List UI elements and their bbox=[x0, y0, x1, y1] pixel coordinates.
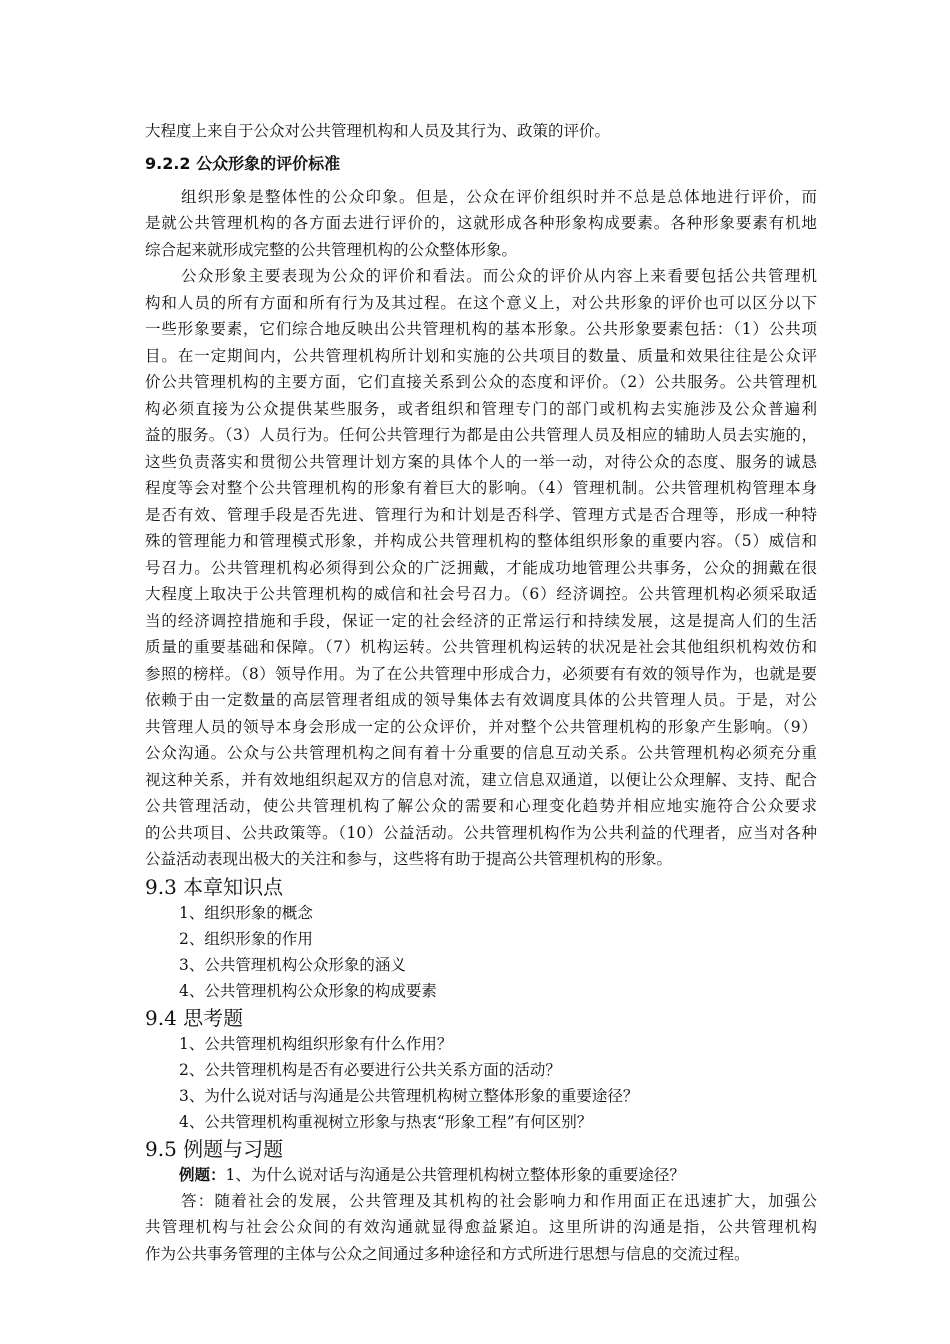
paragraph-line: 益的服务。（3）人员行为。任何公共管理行为都是由公共管理人员及相应的辅助人员去实施的， bbox=[145, 426, 817, 444]
list-item: 3、公共管理机构公众形象的涵义 bbox=[179, 955, 406, 974]
paragraph-line: 组织形象是整体性的公众印象。但是，公众在评价组织时并不总是总体地进行评价，而 bbox=[181, 187, 817, 206]
section-heading-9-4: 9.4 思考题 bbox=[145, 1005, 244, 1030]
list-item: 4、公共管理机构公众形象的构成要素 bbox=[179, 981, 437, 1000]
section-heading-9-2-2: 9.2.2 公众形象的评价标准 bbox=[145, 153, 341, 173]
example-label: 例题： bbox=[179, 1164, 226, 1184]
intro-line: 大程度上来自于公众对公共管理机构和人员及其行为、政策的评价。 bbox=[145, 122, 611, 140]
paragraph-line: 公众形象主要表现为公众的评价和看法。而公众的评价从内容上来看要包括公共管理机 bbox=[181, 267, 817, 285]
paragraph-2 bbox=[145, 263, 817, 873]
list-item: 1、公共管理机构组织形象有什么作用？ bbox=[179, 1034, 453, 1053]
list-item: 1、组织形象的概念 bbox=[179, 903, 313, 922]
section-heading-9-3: 9.3 本章知识点 bbox=[145, 874, 284, 899]
paragraph-line: 是就公共管理机构的各方面去进行评价的，这就形成各种形象构成要素。各种形象要素有机地 bbox=[145, 214, 817, 232]
list-item: 2、组织形象的作用 bbox=[179, 929, 313, 948]
section-heading-9-5: 9.5 例题与习题 bbox=[145, 1136, 284, 1161]
paragraph-line: 视这种关系，并有效地组织起双方的信息对流，建立信息双通道，以便让公众理解、支持、配合 bbox=[145, 770, 817, 789]
paragraph-line: 价公共管理机构的主要方面，它们直接关系到公众的态度和评价。（2）公共服务。公共管理机 bbox=[145, 373, 817, 391]
questions-list bbox=[145, 1031, 817, 1135]
answer-line: 答：随着社会的发展，公共管理及其机构的社会影响力和作用面正在迅速扩大，加强公 bbox=[181, 1191, 817, 1210]
paragraph-line: 参照的榜样。（8）领导作用。为了在公共管理中形成合力，必须要有有效的领导作为，也就是要 bbox=[145, 664, 817, 683]
paragraph-line: 是否有效、管理手段是否先进、管理行为和计划是否科学、管理方式是否合理等，形成一种特 bbox=[145, 505, 817, 524]
paragraph-line: 大程度上取决于公共管理机构的威信和社会号召力。（6）经济调控。公共管理机构必须采取适 bbox=[145, 585, 817, 603]
example-text: 1、为什么说对话与沟通是公共管理机构树立整体形象的重要途径？ bbox=[225, 1165, 685, 1184]
paragraph-line: 的公共项目、公共政策等。（10）公益活动。公共管理机构作为公共利益的代理者，应当对各种 bbox=[145, 823, 817, 842]
paragraph-line: 程度等会对整个公共管理机构的形象有着巨大的影响。（4）管理机制。公共管理机构管理本身 bbox=[145, 479, 817, 497]
list-item: 4、公共管理机构重视树立形象与热衷“形象工程”有何区别？ bbox=[179, 1112, 593, 1131]
paragraph-line: 殊的管理能力和管理模式形象，并构成公共管理机构的整体组织形象的重要内容。（5）威信和 bbox=[145, 532, 817, 550]
paragraph-line: 依赖于由一定数量的高层管理者组成的领导集体去有效调度具体的公共管理人员。于是，对公 bbox=[145, 691, 817, 709]
answer-line: 共管理机构与社会公众间的有效沟通就显得愈益紧迫。这里所讲的沟通是指，公共管理机构 bbox=[145, 1218, 817, 1236]
list-item: 2、公共管理机构是否有必要进行公共关系方面的活动？ bbox=[179, 1060, 561, 1079]
document-page bbox=[145, 118, 817, 1267]
paragraph-1 bbox=[145, 184, 817, 264]
paragraph-line: 公共管理活动，使公共管理机构了解公众的需要和心理变化趋势并相应地实施符合公众要求 bbox=[145, 797, 817, 815]
paragraph-line: 综合起来就形成完整的公共管理机构的公众整体形象。 bbox=[145, 240, 518, 259]
list-item: 3、为什么说对话与沟通是公共管理机构树立整体形象的重要途径？ bbox=[179, 1086, 639, 1105]
paragraph-line: 构必须直接为公众提供某些服务，或者组织和管理专门的部门或机构去实施涉及公众普遍利 bbox=[145, 399, 817, 418]
example-question bbox=[145, 1162, 817, 1188]
paragraph-line: 公益活动表现出极大的关注和参与，这些将有助于提高公共管理机构的形象。 bbox=[145, 850, 673, 868]
paragraph-line: 一些形象要素，它们综合地反映出公共管理机构的基本形象。公共形象要素包括：（1）公共项 bbox=[145, 320, 817, 338]
paragraph-line: 构和人员的所有方面和所有行为及其过程。在这个意义上，对公共形象的评价也可以区分以下 bbox=[145, 293, 817, 312]
answer-paragraph bbox=[145, 1188, 817, 1268]
paragraph-line: 当的经济调控措施和手段，保证一定的社会经济的正常运行和持续发展，这是提高人们的生活 bbox=[145, 611, 817, 630]
paragraph-line: 质量的重要基础和保障。（7）机构运转。公共管理机构运转的状况是社会其他组织机构效仿和 bbox=[145, 638, 817, 656]
paragraph-line: 公众沟通。公众与公共管理机构之间有着十分重要的信息互动关系。公共管理机构必须充分重 bbox=[145, 744, 817, 762]
knowledge-points-list bbox=[145, 900, 817, 1004]
paragraph-line: 号召力。公共管理机构必须得到公众的广泛拥戴，才能成功地管理公共事务，公众的拥戴在很 bbox=[145, 558, 817, 577]
paragraph-line: 这些负责落实和贯彻公共管理计划方案的具体个人的一举一动，对待公众的态度、服务的诚恳 bbox=[145, 452, 817, 471]
paragraph-line: 共管理人员的领导本身会形成一定的公众评价，并对整个公共管理机构的形象产生影响。（9） bbox=[145, 717, 817, 736]
answer-line: 作为公共事务管理的主体与公众之间通过多种途径和方式所进行思想与信息的交流过程。 bbox=[145, 1244, 750, 1263]
paragraph-line: 目。在一定期间内，公共管理机构所计划和实施的公共项目的数量、质量和效果往往是公众评 bbox=[145, 346, 817, 365]
